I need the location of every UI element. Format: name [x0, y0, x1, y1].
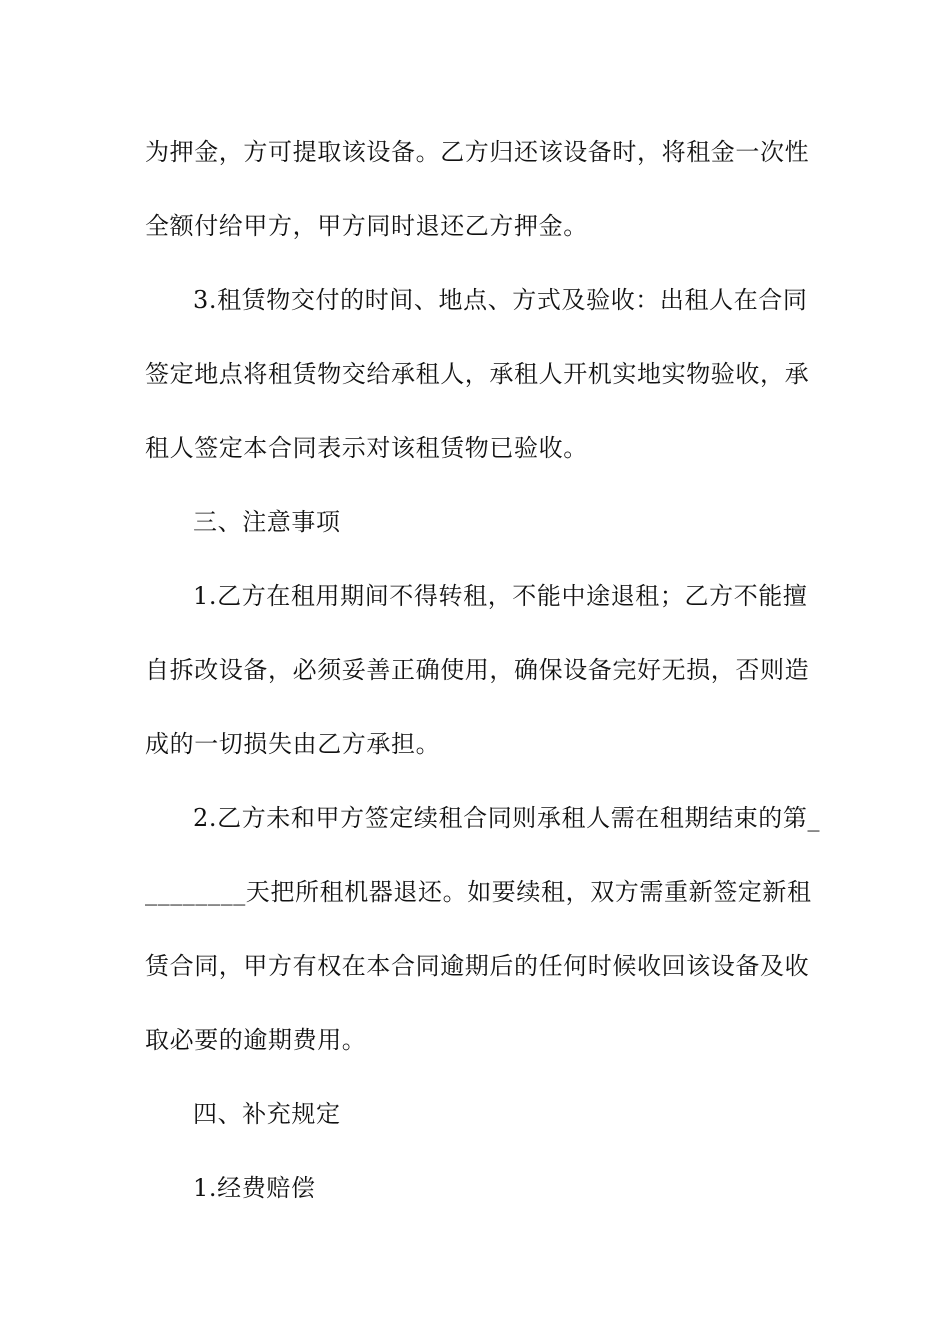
paragraph-line: 3.租赁物交付的时间、地点、方式及验收：出租人在合同 [193, 286, 808, 314]
paragraph-line: 自拆改设备，必须妥善正确使用，确保设备完好无损，否则造 [145, 656, 810, 684]
paragraph-line: 全额付给甲方，甲方同时退还乙方押金。 [145, 212, 588, 240]
paragraph-line: 为押金，方可提取该设备。乙方归还该设备时，将租金一次性 [145, 138, 810, 166]
paragraph-line: 赁合同，甲方有权在本合同逾期后的任何时候收回该设备及收 [145, 952, 810, 980]
paragraph-line: 租人签定本合同表示对该租赁物已验收。 [145, 434, 588, 462]
paragraph-line: 签定地点将租赁物交给承租人，承租人开机实地实物验收，承 [145, 360, 810, 388]
paragraph-line: 成的一切损失由乙方承担。 [145, 730, 441, 758]
paragraph-line: 2.乙方未和甲方签定续租合同则承租人需在租期结束的第_ [193, 804, 821, 832]
section-heading: 四、补充规定 [193, 1100, 341, 1128]
paragraph-line: 1.乙方在租用期间不得转租，不能中途退租；乙方不能擅 [193, 582, 808, 610]
paragraph-line: 取必要的逾期费用。 [145, 1026, 367, 1054]
paragraph-line: ________天把所租机器退还。如要续租，双方需重新签定新租 [145, 878, 812, 906]
section-heading: 三、注意事项 [193, 508, 341, 536]
subsection-heading: 1.经费赔偿 [193, 1174, 316, 1202]
